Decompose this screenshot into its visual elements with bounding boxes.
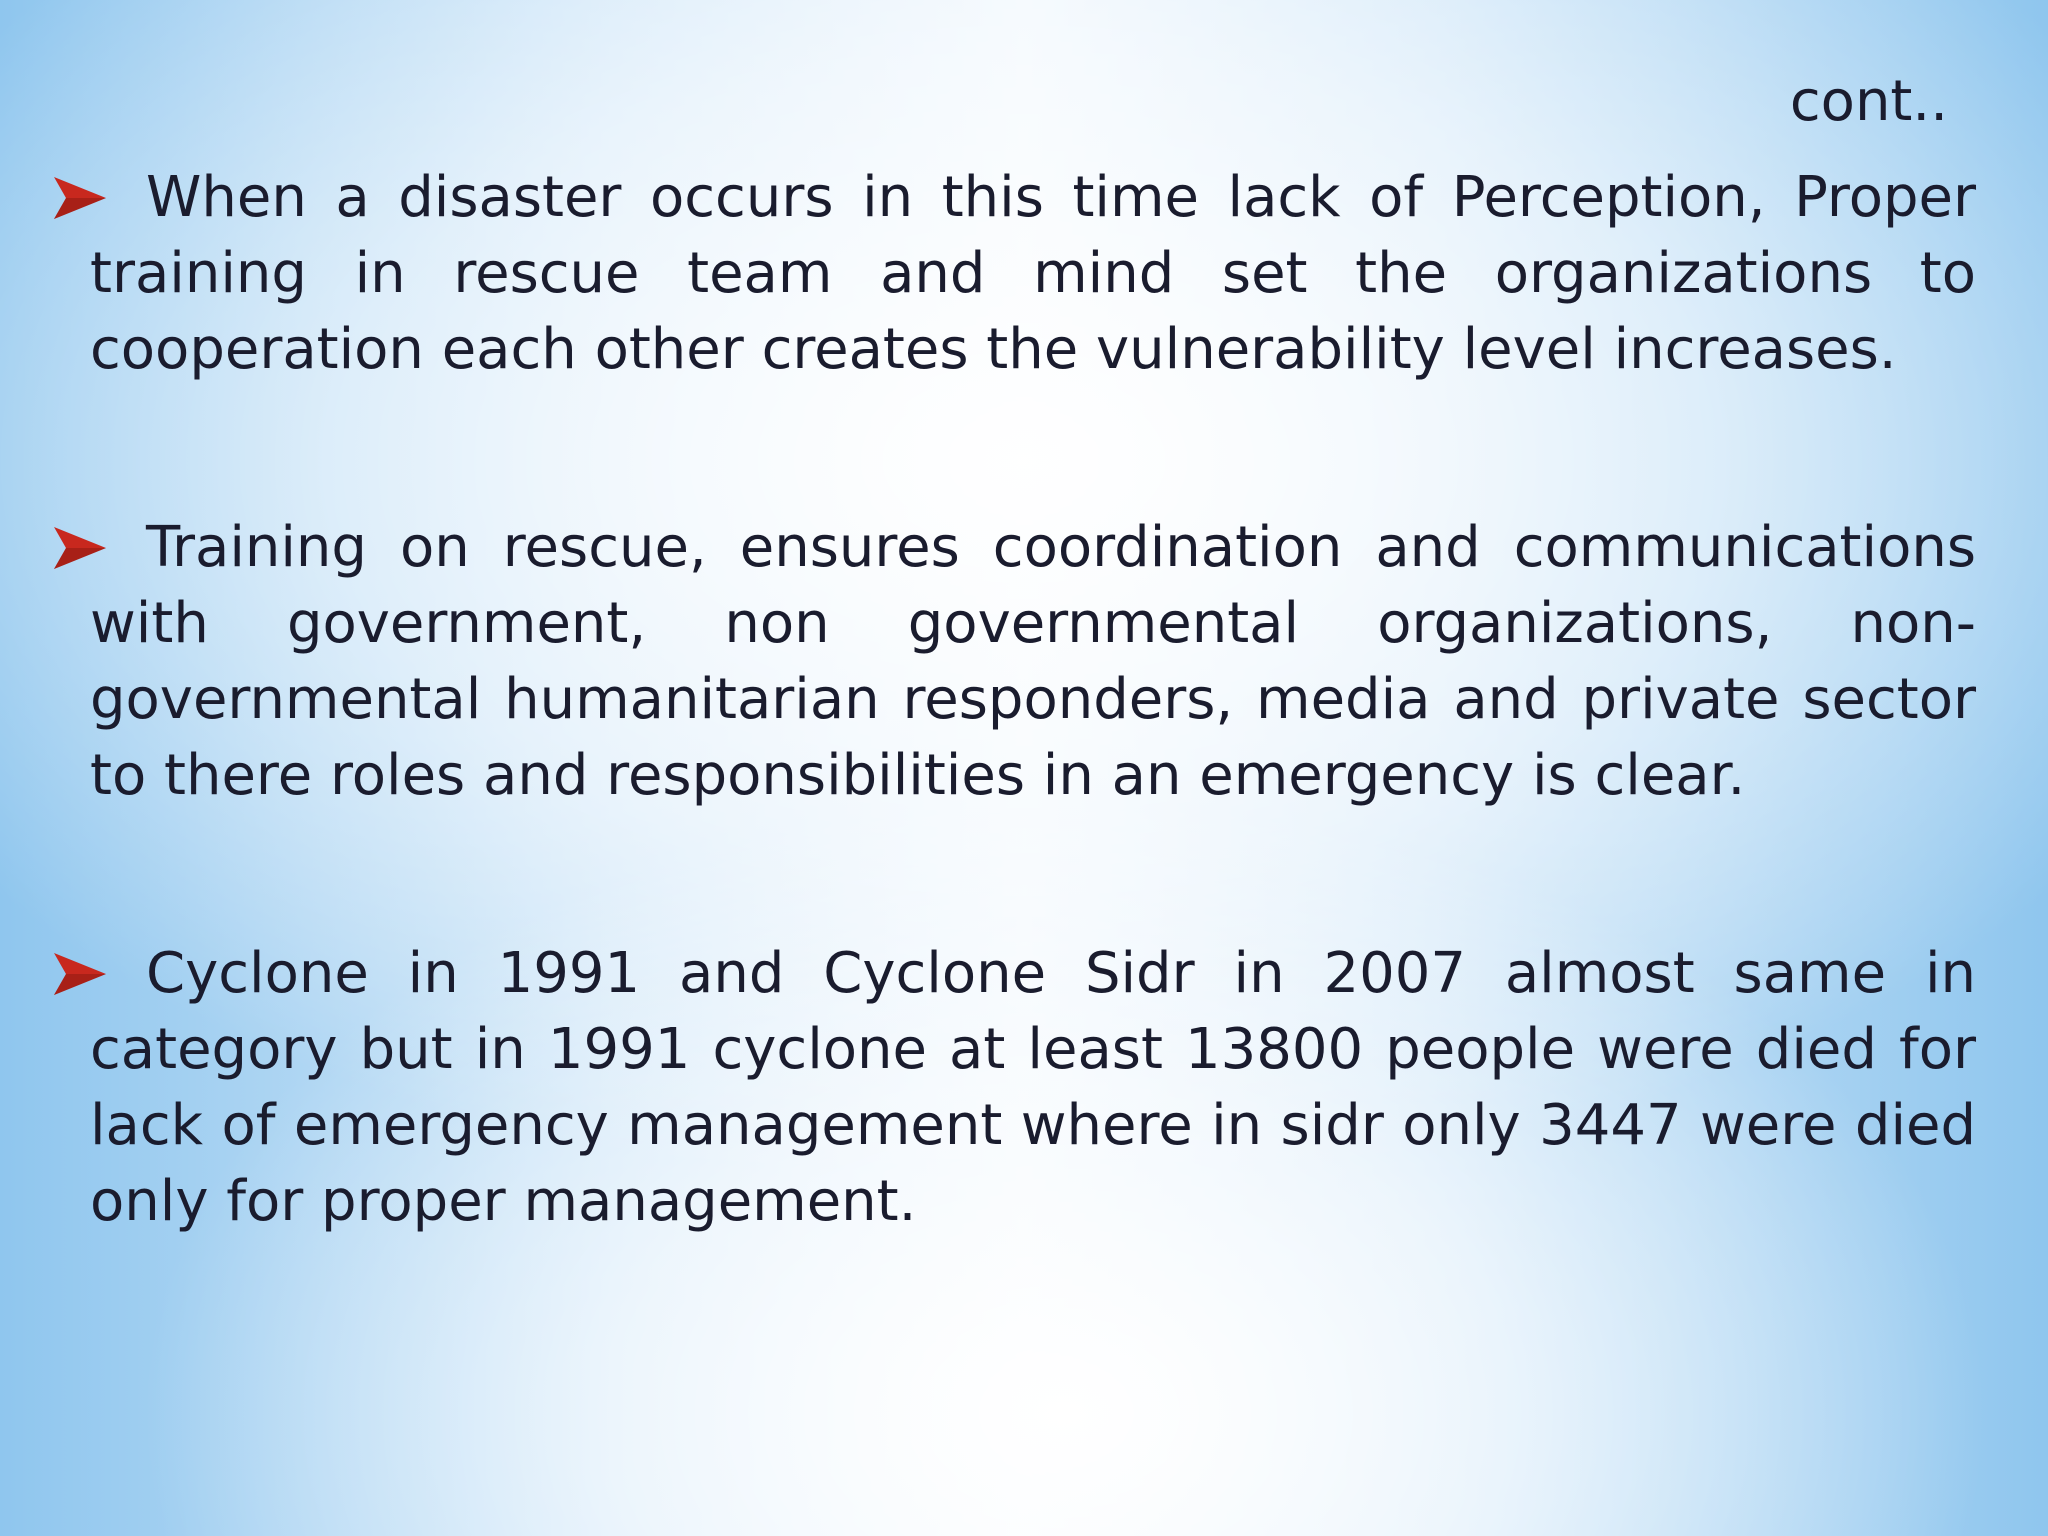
- arrow-bullet-icon: [52, 525, 108, 571]
- bullet-text: When a disaster occurs in this time lack of Perception, Proper training in rescue team and mind set the organizations to cooperation each other creates the vulnerability level increases.: [90, 165, 1976, 382]
- bullet-list: [52, 160, 1976, 1240]
- bullet-text: Cyclone in 1991 and Cyclone Sidr in 2007 almost same in category but in 1991 cyclone at least 13800 people were died for lack of emergency management where in sidr only 3447 were died only for proper management.: [90, 941, 1976, 1234]
- bullet-text: Training on rescue, ensures coordination and communications with government, non governmental organizations, non-governmental humanitarian responders, media and private sector to there roles and responsibilities in an emergency is clear.: [90, 515, 1976, 808]
- continuation-label: cont..: [1789, 69, 1948, 134]
- arrow-bullet-icon: [52, 175, 108, 221]
- arrow-bullet-icon: [52, 951, 108, 997]
- bullet-item: [52, 160, 1976, 388]
- bullet-item: [52, 510, 1976, 814]
- bullet-item: [52, 936, 1976, 1240]
